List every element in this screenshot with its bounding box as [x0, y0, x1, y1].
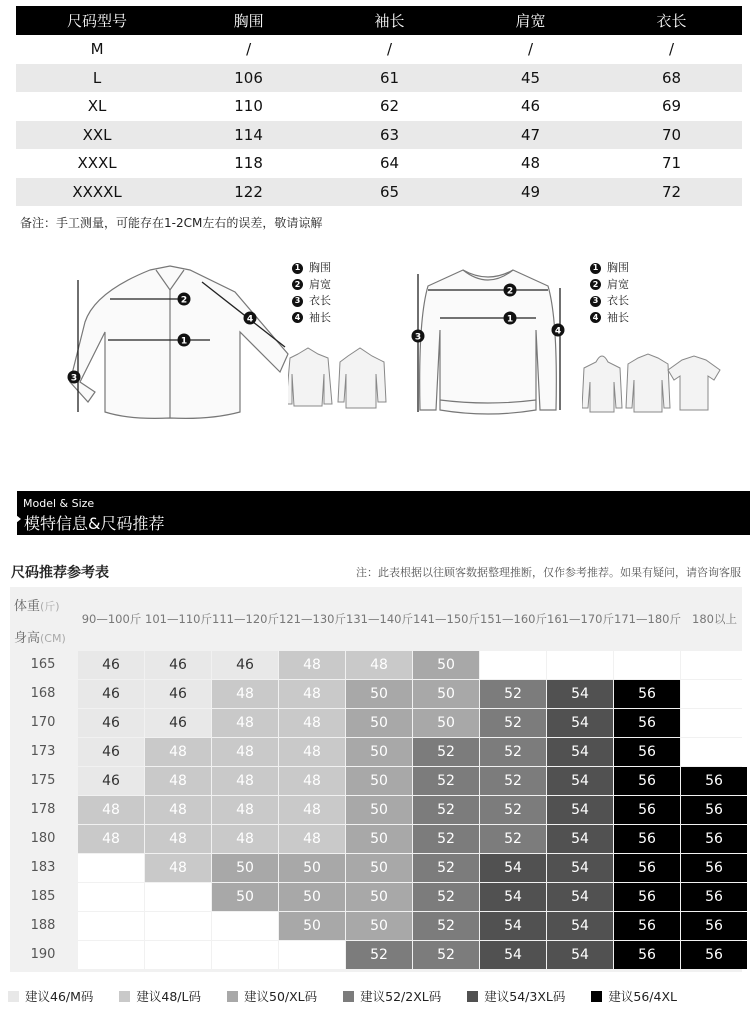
banner-title-en: Model & Size	[23, 497, 95, 510]
diagram-legend-right	[590, 260, 629, 326]
grid-cell: 48	[145, 825, 211, 853]
grid-cell: 54	[547, 883, 613, 911]
key-swatch	[343, 991, 354, 1002]
header-chest: 胸围	[233, 12, 264, 30]
height-header: 身高(CM)	[14, 631, 66, 646]
grid-cell: 50	[346, 912, 412, 940]
table-row	[16, 64, 742, 93]
weight-column-label: 161—170斤	[547, 612, 614, 626]
marker-1-icon	[178, 334, 191, 347]
grid-cell: 48	[78, 825, 144, 853]
grid-cell: 54	[480, 883, 546, 911]
grid-cell: 46	[145, 680, 211, 708]
table-row	[16, 178, 742, 207]
cell: XL	[87, 97, 107, 116]
table-row	[16, 149, 742, 178]
key-swatch	[227, 991, 238, 1002]
grid-cell	[279, 941, 345, 969]
size-recommend-grid	[10, 587, 742, 972]
legend-item: 2 肩宽	[590, 277, 629, 294]
key-swatch	[467, 991, 478, 1002]
key-label: 建议50/XL码	[244, 989, 318, 1004]
grid-cell: 54	[547, 738, 613, 766]
marker-2-icon	[504, 284, 517, 297]
marker-2-icon	[178, 293, 191, 306]
grid-cell: 54	[547, 941, 613, 969]
height-row-label: 190	[30, 947, 56, 962]
cell: 46	[520, 97, 541, 116]
grid-cell: 50	[346, 680, 412, 708]
cell: 118	[234, 154, 263, 173]
grid-cell: 46	[145, 651, 211, 679]
grid-cell: 52	[413, 796, 479, 824]
key-item	[591, 987, 677, 1005]
header-sleeve: 袖长	[374, 12, 405, 30]
cell: /	[387, 40, 393, 59]
grid-cell: 52	[480, 825, 546, 853]
grid-cell: 50	[346, 854, 412, 882]
grid-cell: 56	[614, 883, 680, 911]
svg-text:3: 3	[70, 373, 78, 384]
grid-cell	[212, 941, 278, 969]
grid-cell	[78, 883, 144, 911]
table-row	[16, 121, 742, 150]
grid-cell: 52	[480, 796, 546, 824]
grid-cell: 52	[346, 941, 412, 969]
key-item	[119, 987, 201, 1005]
cell: 70	[661, 125, 682, 144]
grid-cell: 54	[547, 825, 613, 853]
key-label: 建议46/M码	[25, 989, 94, 1004]
grid-cell: 48	[279, 767, 345, 795]
grid-cell: 48	[346, 651, 412, 679]
grid-cell: 56	[614, 941, 680, 969]
cell: 49	[520, 182, 541, 201]
garment-diagrams	[0, 250, 750, 430]
grid-cell: 56	[681, 854, 747, 882]
measurement-note: 备注：手工测量，可能存在1-2CM左右的误差，敬请谅解	[20, 216, 323, 230]
weight-column-label: 121—130斤	[279, 612, 346, 626]
grid-cell: 52	[413, 825, 479, 853]
grid-cell: 48	[279, 680, 345, 708]
legend-item: 1 胸围	[292, 260, 331, 277]
grid-cell: 46	[145, 709, 211, 737]
cell: 48	[520, 154, 541, 173]
legend-item: 3 衣长	[292, 293, 331, 310]
cell: 114	[234, 125, 263, 144]
grid-cell	[681, 680, 747, 708]
legend-item: 4 袖长	[292, 310, 331, 327]
marker-1-icon	[504, 312, 517, 325]
grid-cell: 52	[480, 680, 546, 708]
grid-cell: 56	[614, 825, 680, 853]
grid-cell: 46	[78, 709, 144, 737]
grid-cell	[480, 651, 546, 679]
cell: 72	[661, 182, 682, 201]
grid-cell: 50	[346, 825, 412, 853]
grid-cell: 56	[614, 912, 680, 940]
cell: 110	[234, 97, 263, 116]
top-thumbnails-icon	[582, 348, 722, 418]
cell: /	[668, 40, 675, 59]
banner-accent	[14, 491, 17, 535]
cell: /	[528, 40, 534, 59]
grid-cell: 48	[78, 796, 144, 824]
grid-cell: 48	[279, 825, 345, 853]
svg-text:3: 3	[414, 332, 422, 343]
grid-cell: 56	[614, 796, 680, 824]
grid-cell: 52	[413, 854, 479, 882]
cell: L	[92, 68, 102, 87]
header-size: 尺码型号	[67, 12, 128, 30]
grid-cell: 56	[681, 767, 747, 795]
cell: 71	[661, 154, 682, 173]
grid-cell: 56	[681, 796, 747, 824]
marker-4-icon	[244, 312, 257, 325]
grid-cell: 56	[614, 854, 680, 882]
grid-cell: 52	[413, 738, 479, 766]
size-table-header	[16, 6, 742, 35]
svg-text:1: 1	[506, 314, 514, 325]
cell: XXXL	[77, 154, 117, 173]
grid-cell: 50	[346, 767, 412, 795]
grid-cell	[78, 912, 144, 940]
grid-cell: 48	[145, 767, 211, 795]
grid-cell: 56	[614, 680, 680, 708]
weight-column-label: 180以上	[692, 612, 737, 626]
grid-cell: 52	[413, 767, 479, 795]
weight-header: 体重(斤)	[14, 599, 60, 614]
grid-cell: 48	[212, 738, 278, 766]
svg-text:1: 1	[180, 336, 188, 347]
grid-cell: 50	[279, 912, 345, 940]
sweater-diagram-icon	[408, 260, 568, 430]
marker-3-icon	[412, 330, 425, 343]
grid-cell: 48	[279, 738, 345, 766]
weight-column-label: 151—160斤	[480, 612, 547, 626]
cell: 61	[380, 68, 400, 87]
height-row-label: 180	[30, 831, 56, 846]
grid-cell: 52	[413, 912, 479, 940]
diagram-legend-left	[292, 260, 331, 326]
grid-cell: 54	[480, 941, 546, 969]
grid-cell: 48	[212, 680, 278, 708]
legend-item: 4 袖长	[590, 310, 629, 327]
height-row-label: 188	[30, 918, 56, 933]
size-table	[16, 6, 742, 206]
cell: 64	[380, 154, 400, 173]
grid-cell: 50	[413, 680, 479, 708]
cell: XXL	[82, 125, 112, 144]
grid-cell	[681, 738, 747, 766]
grid-cell	[145, 883, 211, 911]
legend-item: 3 衣长	[590, 293, 629, 310]
key-label: 建议52/2XL码	[360, 989, 442, 1004]
cell: 45	[520, 68, 541, 87]
table-row	[16, 35, 742, 64]
grid-cell: 56	[681, 825, 747, 853]
height-row-label: 183	[30, 860, 56, 875]
recommend-title: 尺码推荐参考表	[11, 565, 109, 581]
grid-cell: 48	[145, 854, 211, 882]
key-item	[8, 987, 93, 1005]
weight-column-label: 111—120斤	[212, 612, 279, 626]
grid-cell: 50	[346, 709, 412, 737]
grid-cell: 54	[547, 854, 613, 882]
cell: 62	[380, 97, 400, 116]
grid-cell: 56	[681, 941, 747, 969]
grid-cell: 54	[547, 796, 613, 824]
grid-cell: 52	[480, 709, 546, 737]
cell: 106	[234, 68, 263, 87]
marker-3-icon	[68, 371, 81, 384]
grid-cell: 56	[681, 883, 747, 911]
grid-cell: 46	[78, 767, 144, 795]
color-key	[8, 987, 748, 1005]
header-shoulder: 肩宽	[515, 12, 546, 30]
table-row	[16, 92, 742, 121]
shirt-diagram-icon	[60, 262, 300, 432]
grid-cell: 50	[346, 738, 412, 766]
grid-cell: 50	[346, 796, 412, 824]
svg-text:2: 2	[506, 286, 514, 297]
weight-column-label: 141—150斤	[413, 612, 480, 626]
grid-cell: 46	[78, 651, 144, 679]
grid-cell: 54	[547, 912, 613, 940]
svg-text:2: 2	[180, 295, 188, 306]
grid-cell: 52	[413, 941, 479, 969]
legend-item: 2 肩宽	[292, 277, 331, 294]
cell: XXXXL	[72, 182, 122, 201]
key-label: 建议56/4XL	[608, 989, 677, 1004]
legend-item: 1 胸围	[590, 260, 629, 277]
grid-cell: 48	[279, 796, 345, 824]
grid-cell: 50	[413, 709, 479, 737]
grid-cell: 50	[279, 854, 345, 882]
weight-column-label: 131—140斤	[346, 612, 413, 626]
cell: 68	[661, 68, 682, 87]
grid-cell	[212, 912, 278, 940]
height-row-label: 173	[30, 744, 56, 759]
marker-4-icon	[552, 324, 565, 337]
recommend-note: 注：此表根据以往顾客数据整理推断，仅作参考推荐。如果有疑问，请咨询客服	[356, 566, 741, 579]
height-row-label: 175	[30, 773, 56, 788]
weight-column-label: 101—110斤	[145, 612, 212, 626]
grid-cell	[681, 651, 747, 679]
cell: 63	[380, 125, 400, 144]
jacket-thumbnails-icon	[288, 344, 388, 414]
banner-arrow-icon	[16, 515, 21, 523]
grid-cell: 54	[547, 767, 613, 795]
grid-cell: 48	[212, 709, 278, 737]
grid-cell	[681, 709, 747, 737]
grid-cell: 52	[413, 883, 479, 911]
grid-cell: 46	[78, 680, 144, 708]
grid-cell: 56	[681, 912, 747, 940]
header-length: 衣长	[656, 12, 687, 30]
key-item	[227, 987, 317, 1005]
cell: M	[90, 40, 104, 59]
height-row-label: 170	[30, 715, 56, 730]
svg-text:4: 4	[246, 314, 254, 325]
height-row-label: 168	[30, 686, 56, 701]
grid-cell	[145, 912, 211, 940]
key-swatch	[591, 991, 602, 1002]
grid-cell: 50	[413, 651, 479, 679]
weight-column-label: 90—100斤	[81, 612, 142, 626]
grid-cell: 54	[547, 680, 613, 708]
grid-cell: 50	[346, 883, 412, 911]
key-item	[467, 987, 565, 1005]
grid-cell: 54	[547, 709, 613, 737]
cell: /	[246, 40, 252, 59]
weight-column-label: 171—180斤	[614, 612, 681, 626]
cell: 47	[520, 125, 541, 144]
key-swatch	[8, 991, 19, 1002]
cell: 65	[380, 182, 400, 201]
grid-cell	[614, 651, 680, 679]
banner-title-zh: 模特信息&尺码推荐	[24, 514, 165, 533]
grid-cell	[145, 941, 211, 969]
section-banner	[14, 491, 750, 535]
grid-cell: 54	[480, 854, 546, 882]
grid-cell	[78, 854, 144, 882]
grid-cell: 48	[279, 709, 345, 737]
key-label: 建议48/L码	[136, 989, 201, 1004]
grid-cell	[547, 651, 613, 679]
grid-cell: 48	[279, 651, 345, 679]
key-swatch	[119, 991, 130, 1002]
grid-cell: 48	[212, 796, 278, 824]
grid-cell: 50	[212, 854, 278, 882]
height-row-label: 185	[30, 889, 56, 904]
grid-cell: 48	[212, 767, 278, 795]
cell: 122	[234, 182, 263, 201]
grid-cell: 52	[480, 767, 546, 795]
grid-cell: 48	[145, 796, 211, 824]
cell: 69	[661, 97, 682, 116]
height-row-label: 165	[30, 657, 56, 672]
grid-cell: 46	[78, 738, 144, 766]
grid-cell: 48	[212, 825, 278, 853]
grid-cell: 50	[212, 883, 278, 911]
grid-cell: 56	[614, 738, 680, 766]
key-item	[343, 987, 441, 1005]
grid-cell: 46	[212, 651, 278, 679]
svg-text:4: 4	[554, 326, 562, 337]
grid-cell: 54	[480, 912, 546, 940]
grid-cell	[78, 941, 144, 969]
grid-cell: 48	[145, 738, 211, 766]
grid-cell: 56	[614, 767, 680, 795]
grid-cell: 52	[480, 738, 546, 766]
key-label: 建议54/3XL码	[484, 989, 566, 1004]
height-row-label: 178	[30, 802, 56, 817]
grid-cell: 56	[614, 709, 680, 737]
grid-cell: 50	[279, 883, 345, 911]
